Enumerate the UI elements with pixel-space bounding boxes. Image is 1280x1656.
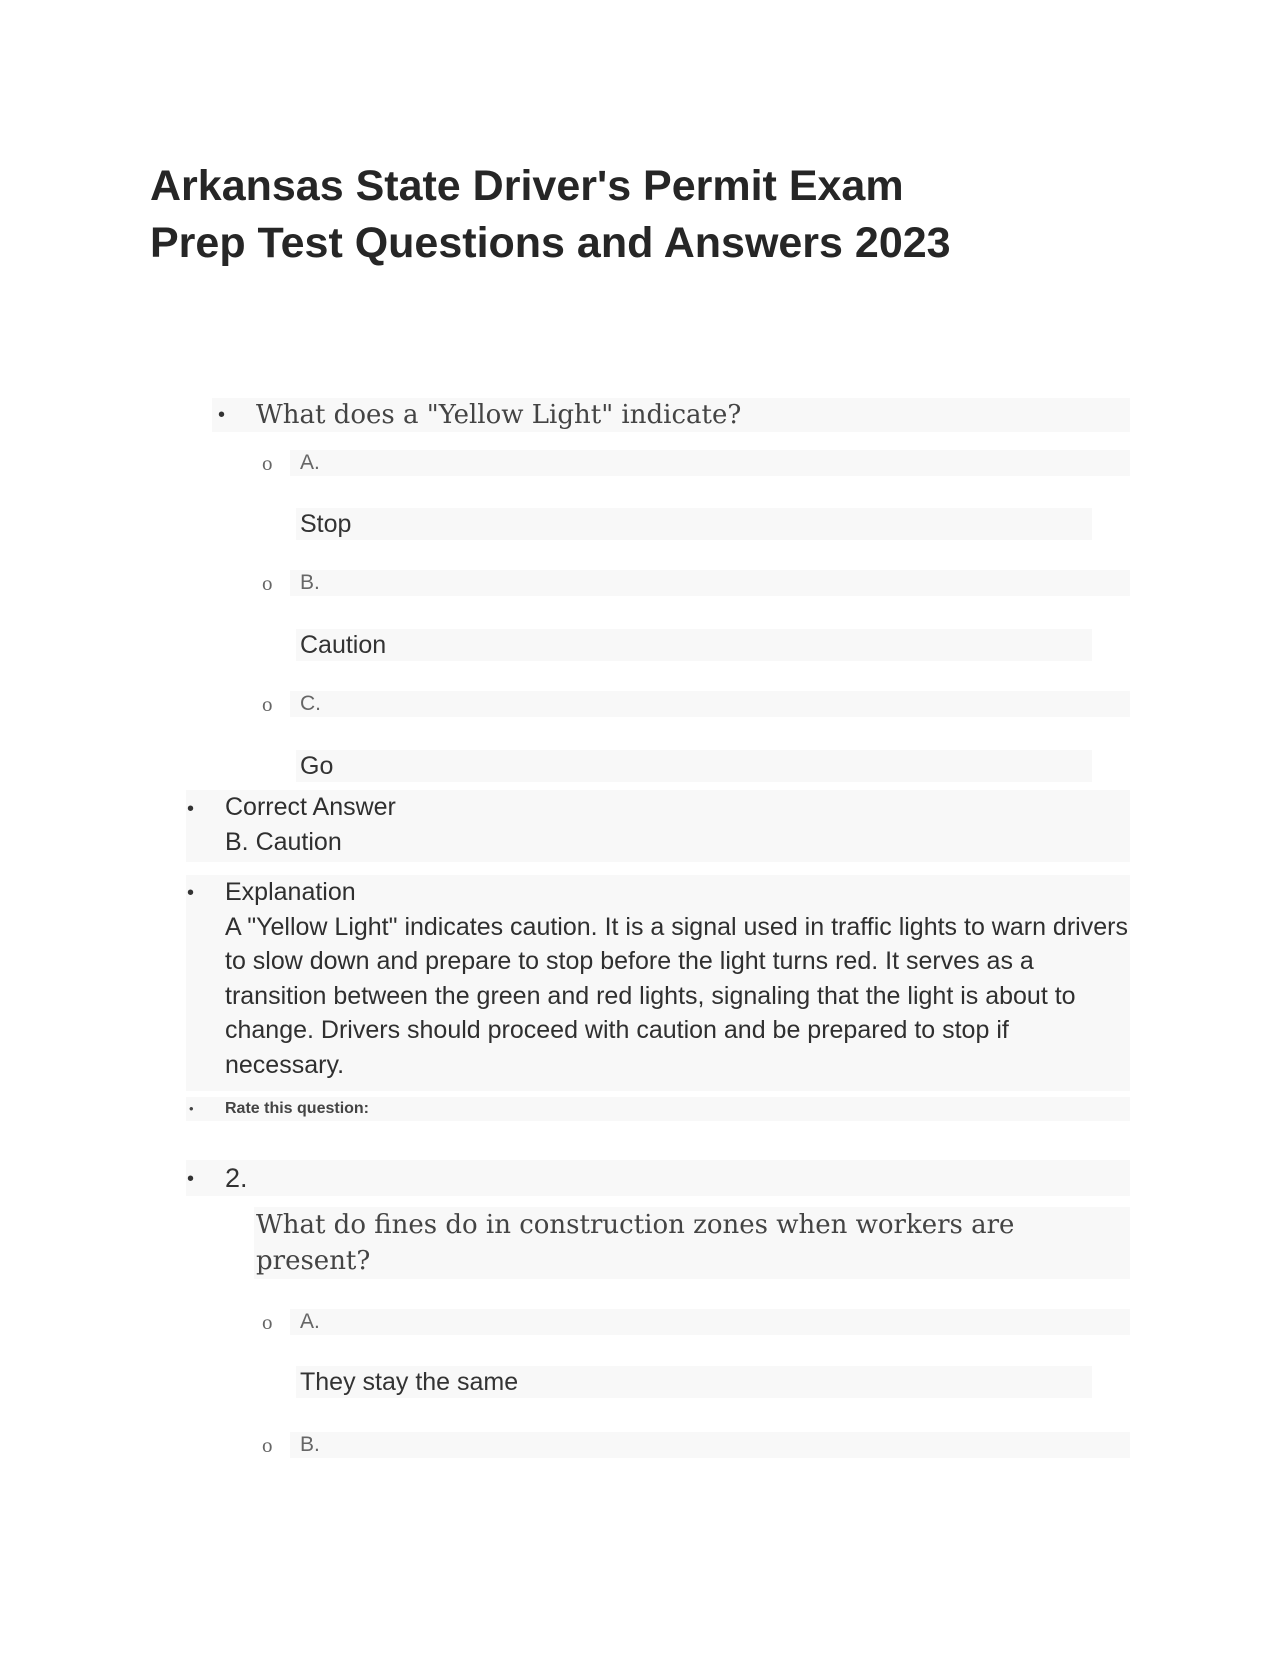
explanation-text: A "Yellow Light" indicates caution. It is a signal used in traffic lights to warn drivers to slow down and prepare to stop before the light turns red. It serves as a transition between the green and red lights, signaling that the light is about to change. Drivers should proceed with caution and be prepared to stop if necessary.: [225, 912, 1128, 1079]
q2-option-b-letter[interactable]: B.: [300, 1433, 320, 1456]
rate-question-label: Rate this question:: [225, 1100, 370, 1117]
explanation-bullet: •: [187, 882, 195, 904]
question-1-text: What does a "Yellow Light" indicate?: [256, 400, 742, 430]
question-2-number-row: [186, 1160, 1130, 1196]
option-c-text[interactable]: Go: [300, 752, 334, 780]
option-c-letter-row: [290, 691, 1130, 717]
option-a-letter[interactable]: A.: [300, 451, 320, 474]
option-b-text[interactable]: Caution: [300, 631, 387, 659]
option-bullet: o: [262, 692, 273, 716]
option-a-text-row: [296, 508, 1092, 540]
question-bullet: •: [218, 404, 226, 426]
title-line-1: Arkansas State Driver's Permit Exam: [150, 162, 904, 210]
option-a-text[interactable]: Stop: [300, 510, 352, 538]
option-c-text-row: [296, 750, 1092, 782]
rate-bullet: •: [189, 1101, 194, 1116]
option-bullet: o: [262, 1433, 273, 1457]
question-bullet: •: [187, 1168, 195, 1190]
option-c-letter[interactable]: C.: [300, 692, 321, 715]
q2-option-a-letter[interactable]: A.: [300, 1310, 320, 1333]
answer-bullet: •: [187, 798, 195, 820]
question-2-number: 2.: [225, 1163, 248, 1193]
title-line-2: Prep Test Questions and Answers 2023: [150, 219, 951, 267]
explanation-label: Explanation: [225, 878, 356, 906]
option-b-letter[interactable]: B.: [300, 571, 320, 594]
q2-option-b-letter-row: [290, 1432, 1130, 1458]
correct-answer-block: [225, 790, 1115, 859]
correct-answer-label: Correct Answer: [225, 793, 396, 821]
option-b-letter-row: [290, 570, 1130, 596]
option-bullet: o: [262, 571, 273, 595]
option-bullet: o: [262, 1310, 273, 1334]
q2-option-a-text[interactable]: They stay the same: [300, 1368, 519, 1396]
correct-answer-value: B. Caution: [225, 827, 342, 856]
question-2-text: What do fines do in construction zones when workers are present?: [256, 1210, 1015, 1276]
q2-option-a-letter-row: [290, 1309, 1130, 1335]
option-a-letter-row: [290, 450, 1130, 476]
option-b-text-row: [296, 629, 1092, 661]
option-bullet: o: [262, 451, 273, 475]
page-title: [150, 158, 1110, 272]
explanation-block: [225, 875, 1130, 1082]
